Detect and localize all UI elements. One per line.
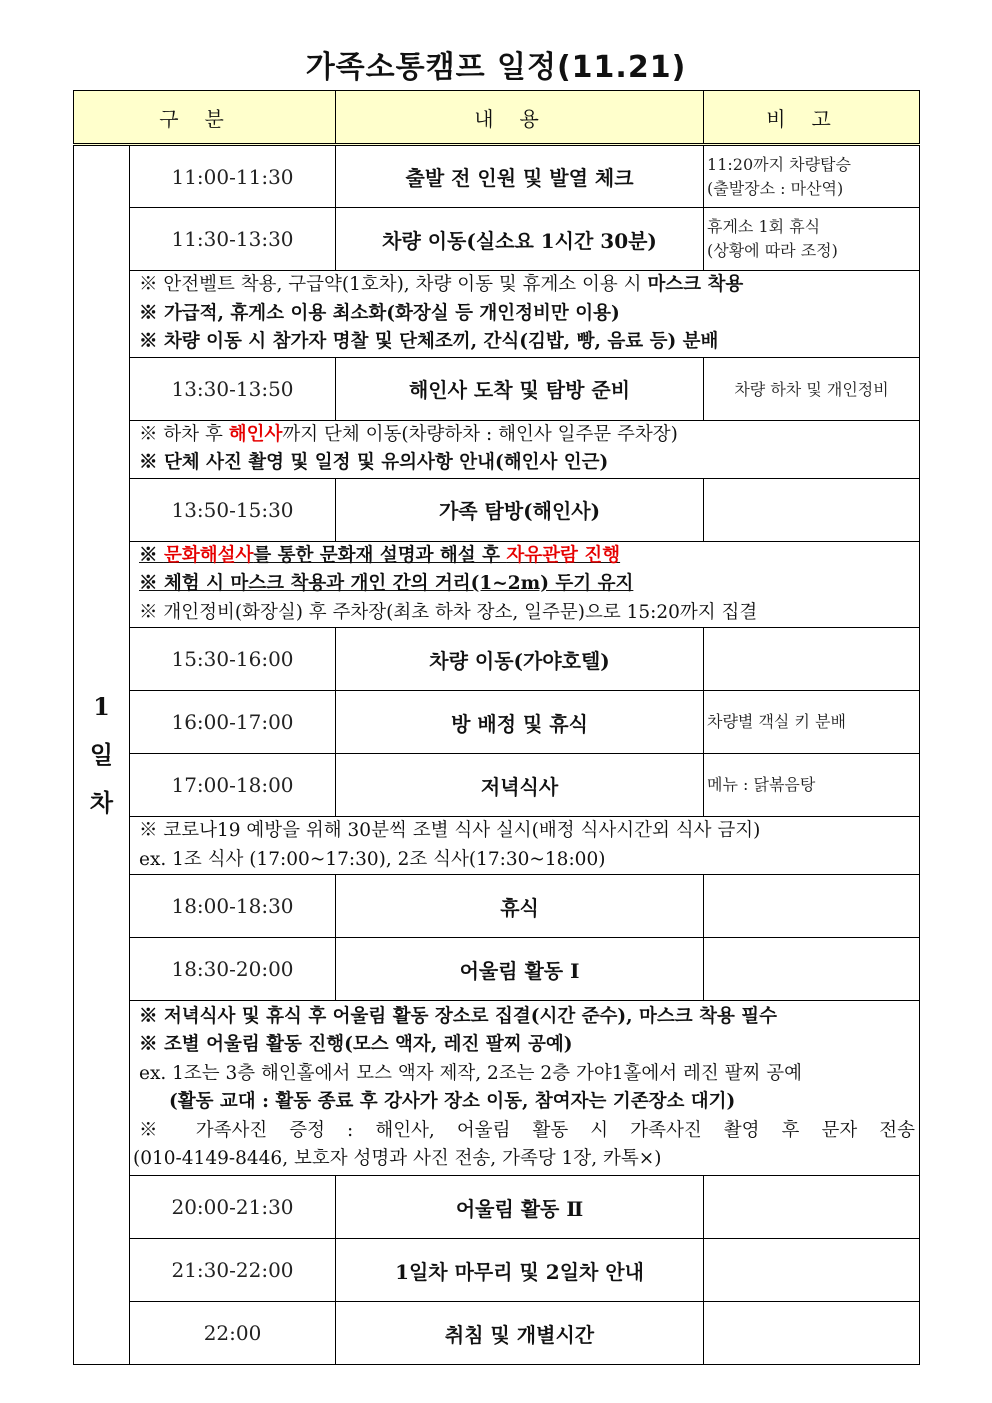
- time-cell: 16:00-17:00: [130, 691, 336, 754]
- page-title: 가족소통캠프 일정(11.21): [305, 50, 687, 85]
- schedule-row: [74, 938, 920, 1001]
- notes-block: ※ 안전벨트 착용, 구급약(1호차), 차량 이동 및 휴게소 이용 시 마스크 착용 ※ 가급적, 휴게소 이용 최소화(화장실 등 개인정비만 이용) ※ 차량 이동 시 참가자 명찰 및 단체조끼, 간식(김밥, 빵, 음료 등) 분배: [130, 271, 920, 358]
- schedule-row: [74, 357, 920, 420]
- remark-cell: [704, 875, 920, 938]
- activity-cell: 출발 전 인원 및 발열 체크: [336, 145, 704, 208]
- activity-cell: 취침 및 개별시간: [336, 1302, 704, 1365]
- activity-cell: 어울림 활동 Ⅰ: [336, 938, 704, 1001]
- notes-row: [74, 420, 920, 478]
- remark-cell: 메뉴 : 닭볶음탕: [704, 754, 920, 817]
- time-cell: 18:00-18:30: [130, 875, 336, 938]
- header-row: [74, 91, 920, 145]
- remark-cell: 차량 하차 및 개인정비: [704, 357, 920, 420]
- schedule-row: [74, 1302, 920, 1365]
- activity-cell: 해인사 도착 및 탐방 준비: [336, 357, 704, 420]
- header-category: 구분: [74, 91, 336, 145]
- activity-cell: 차량 이동(가야호텔): [336, 628, 704, 691]
- schedule-table: [73, 90, 920, 1365]
- time-cell: 11:30-13:30: [130, 208, 336, 271]
- notes-row: [74, 817, 920, 875]
- schedule-row: [74, 145, 920, 208]
- day-label: 1 일 차: [74, 145, 130, 1365]
- notes-block: ※ 저녁식사 및 휴식 후 어울림 활동 장소로 집결(시간 준수), 마스크 착용 필수 ※ 조별 어울림 활동 진행(모스 액자, 레진 팔찌 공예) ex. 1조는 3층 해인홀에서 모스 액자 제작, 2조는 2층 가야1홀에서 레진 팔찌 공예 (활동 교대 : 활동 종료 후 강사가 장소 이동, 참여자는 기존장소 대기) ※ 가족사진 증정 : 해인사, 어울림 활동 시 가족사진 촬영 후 문자 전송 (010-4149-8446, 보호자 성명과 사진 전송, 가족당 1장, 카톡×): [130, 1001, 920, 1176]
- notes-row: [74, 271, 920, 358]
- time-cell: 11:00-11:30: [130, 145, 336, 208]
- time-cell: 13:50-15:30: [130, 478, 336, 541]
- schedule-row: [74, 875, 920, 938]
- schedule-row: [74, 1239, 920, 1302]
- activity-cell: 가족 탐방(해인사): [336, 478, 704, 541]
- notes-block: ※ 문화해설사를 통한 문화재 설명과 해설 후 자유관람 진행 ※ 체험 시 마스크 착용과 개인 간의 거리(1~2m) 두기 유지 ※ 개인정비(화장실) 후 주차장(최초 하차 장소, 일주문)으로 15:20까지 집결: [130, 541, 920, 628]
- remark-cell: [704, 1176, 920, 1239]
- activity-cell: 1일차 마무리 및 2일차 안내: [336, 1239, 704, 1302]
- notes-block: ※ 코로나19 예방을 위해 30분씩 조별 식사 실시(배정 식사시간외 식사 금지) ex. 1조 식사 (17:00~17:30), 2조 식사(17:30~18:00): [130, 817, 920, 875]
- schedule-row: [74, 208, 920, 271]
- activity-cell: 차량 이동(실소요 1시간 30분): [336, 208, 704, 271]
- remark-cell: 휴게소 1회 휴식 (상황에 따라 조정): [704, 208, 920, 271]
- activity-cell: 어울림 활동 Ⅱ: [336, 1176, 704, 1239]
- time-cell: 17:00-18:00: [130, 754, 336, 817]
- activity-cell: 방 배정 및 휴식: [336, 691, 704, 754]
- notes-block: ※ 하차 후 해인사까지 단체 이동(차량하차 : 해인사 일주문 주차장) ※ 단체 사진 촬영 및 일정 및 유의사항 안내(해인사 인근): [130, 420, 920, 478]
- remark-cell: [704, 938, 920, 1001]
- activity-cell: 저녁식사: [336, 754, 704, 817]
- time-cell: 21:30-22:00: [130, 1239, 336, 1302]
- remark-cell: [704, 1239, 920, 1302]
- time-cell: 18:30-20:00: [130, 938, 336, 1001]
- remark-cell: [704, 478, 920, 541]
- schedule-row: [74, 754, 920, 817]
- time-cell: 15:30-16:00: [130, 628, 336, 691]
- time-cell: 13:30-13:50: [130, 357, 336, 420]
- notes-row: [74, 1001, 920, 1176]
- schedule-row: [74, 478, 920, 541]
- schedule-row: [74, 691, 920, 754]
- remark-cell: [704, 1302, 920, 1365]
- activity-cell: 휴식: [336, 875, 704, 938]
- time-cell: 22:00: [130, 1302, 336, 1365]
- remark-cell: 차량별 객실 키 분배: [704, 691, 920, 754]
- remark-cell: 11:20까지 차량탑승 (출발장소 : 마산역): [704, 145, 920, 208]
- schedule-row: [74, 1176, 920, 1239]
- header-content: 내용: [336, 91, 704, 145]
- time-cell: 20:00-21:30: [130, 1176, 336, 1239]
- notes-row: [74, 541, 920, 628]
- header-remarks: 비고: [704, 91, 920, 145]
- schedule-row: [74, 628, 920, 691]
- remark-cell: [704, 628, 920, 691]
